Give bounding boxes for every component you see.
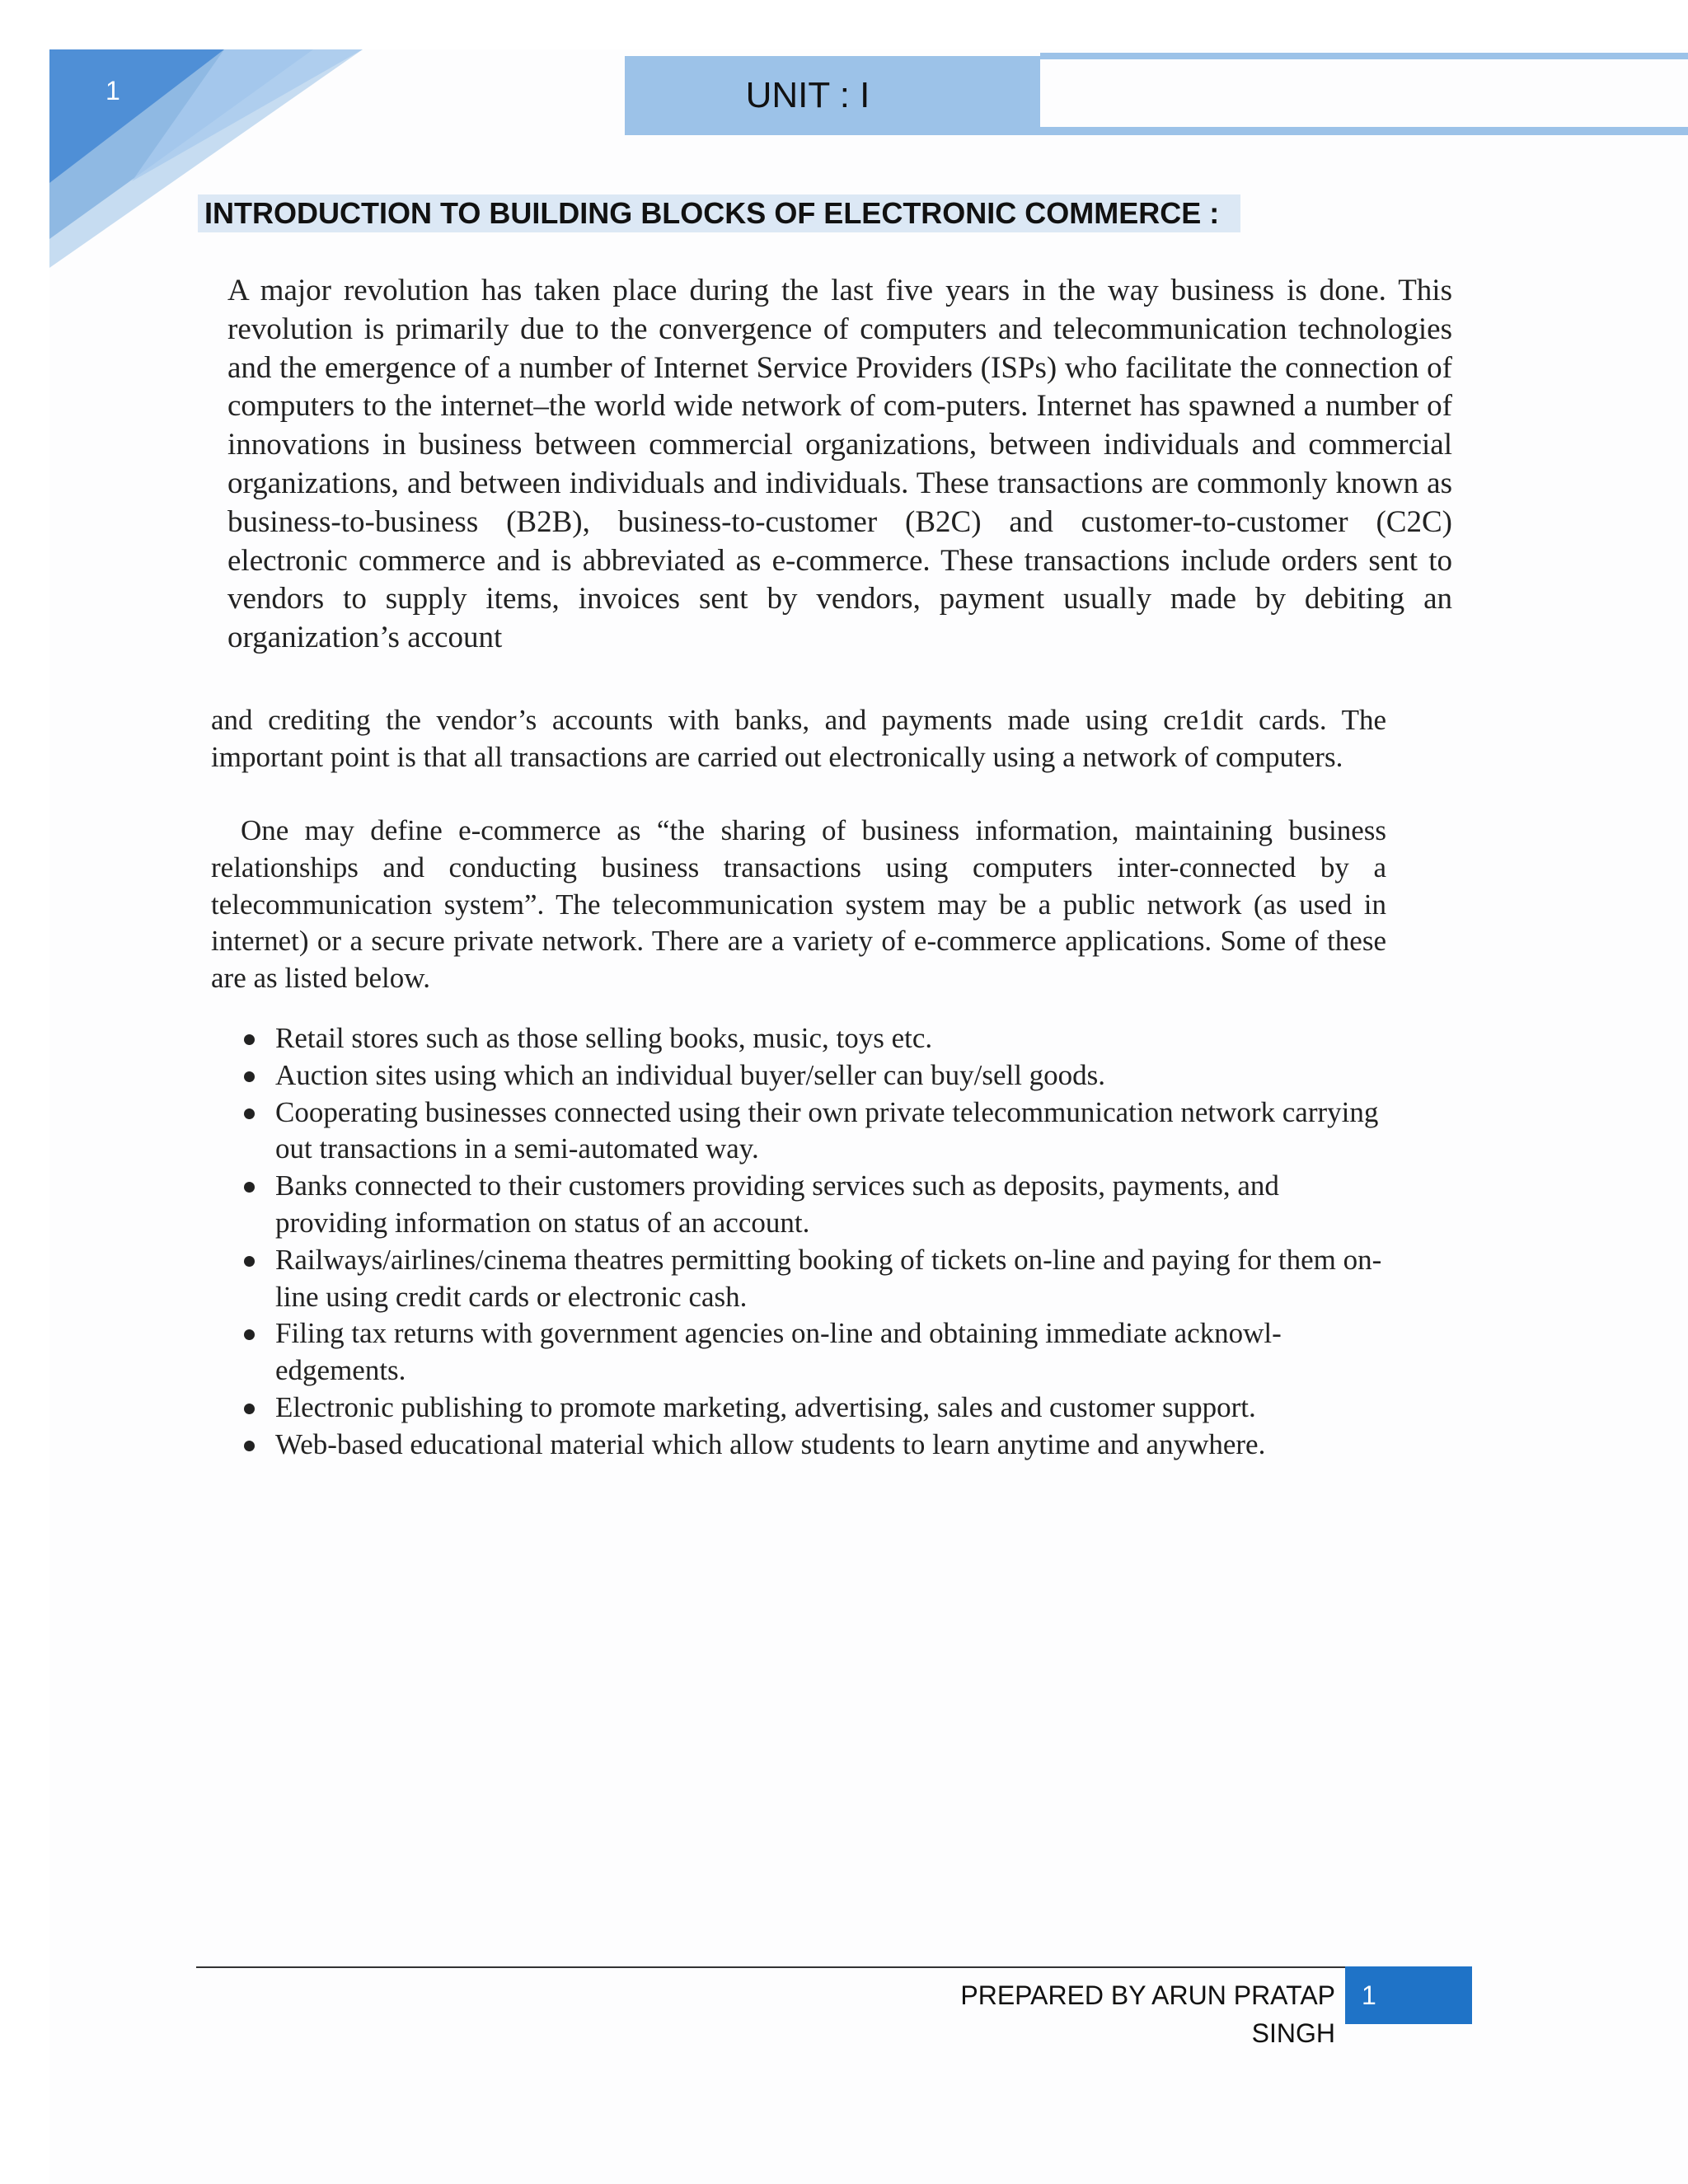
list-item-text: Web-based educational material which allow students to learn anytime and anywhere. — [275, 1427, 1266, 1460]
applications-list — [239, 1020, 1386, 1464]
list-item-text: Retail stores such as those selling books, music, toys etc. — [275, 1022, 933, 1054]
header-page-number: 1 — [106, 76, 120, 105]
list-item — [239, 1315, 1386, 1390]
header-rule-bottom — [1040, 127, 1688, 135]
list-item — [239, 1094, 1386, 1169]
list-item — [239, 1168, 1386, 1242]
continuation-paragraph: and crediting the vendor’s accounts with banks, and payments made using cre1dit cards. The important point is that all transactions are carried out electronically using a network of computers. — [211, 704, 1386, 773]
bullet-icon — [244, 1108, 255, 1119]
bullet-icon — [244, 1256, 255, 1267]
list-item-text: Electronic publishing to promote marketing, advertising, sales and customer support. — [275, 1390, 1256, 1423]
list-item — [239, 1427, 1386, 1464]
list-item-text: Auction sites using which an individual buyer/seller can buy/sell goods. — [275, 1058, 1106, 1091]
unit-title: UNIT : I — [745, 75, 870, 115]
bullet-icon — [244, 1329, 255, 1340]
footer-divider — [196, 1966, 1350, 1968]
definition-paragraph: One may define e-commerce as “the sharing of business information, maintaining business relationships and conducting business transactions using computers inter-connected by a telecommunication system”. The telecommunication system may be a public network (as used in internet) or a secure private network. There are a variety of e-commerce applications. Some of these are as listed below. — [211, 814, 1386, 995]
list-item — [239, 1020, 1386, 1057]
list-item — [239, 1242, 1386, 1316]
list-item — [239, 1057, 1386, 1094]
unit-title-tab — [625, 56, 1040, 135]
intro-paragraph: A major revolution has taken place during the last five years in the way business is done. This revolution is primarily due to the convergence of computers and telecommunication technologies and the emergence of a number of Internet Service Providers (ISPs) who facilitate the connection of computers to the internet–the world wide network of com-puters. Internet has spawned a number of innovations in business between commercial organizations, between individuals and commercial organizations, and between individuals and individuals. These transactions are commonly known as business-to-business (B2B), business-to-customer (B2C) and customer-to-customer (C2C) electronic commerce and is abbreviated as e-commerce. These transactions include orders sent to vendors to supply items, invoices sent by vendors, payment usually made by debiting an organization’s account — [227, 274, 1452, 655]
bullet-icon — [244, 1404, 255, 1414]
bullet-icon — [244, 1071, 255, 1082]
bullet-icon — [244, 1182, 255, 1193]
list-item — [239, 1390, 1386, 1427]
footer-author: PREPARED BY ARUN PRATAP SINGH — [960, 1980, 1335, 2048]
list-item-text: Filing tax returns with government agencies on-line and obtaining immediate acknowl-edgements. — [275, 1317, 1282, 1387]
list-item-text: Banks connected to their customers providing services such as deposits, payments, and providing information on status of an account. — [275, 1169, 1279, 1239]
list-item-text: Cooperating businesses connected using their own private telecommunication network carrying out transactions in a semi-automated way. — [275, 1095, 1379, 1165]
footer-page-number: 1 — [1345, 1966, 1472, 2024]
section-heading: INTRODUCTION TO BUILDING BLOCKS OF ELECTRONIC COMMERCE : — [198, 194, 1240, 232]
bullet-icon — [244, 1034, 255, 1045]
bullet-icon — [244, 1441, 255, 1451]
header-rule-top — [1040, 53, 1688, 59]
list-item-text: Railways/airlines/cinema theatres permitting booking of tickets on-line and paying for them on-line using credit cards or electronic cash. — [275, 1243, 1382, 1313]
